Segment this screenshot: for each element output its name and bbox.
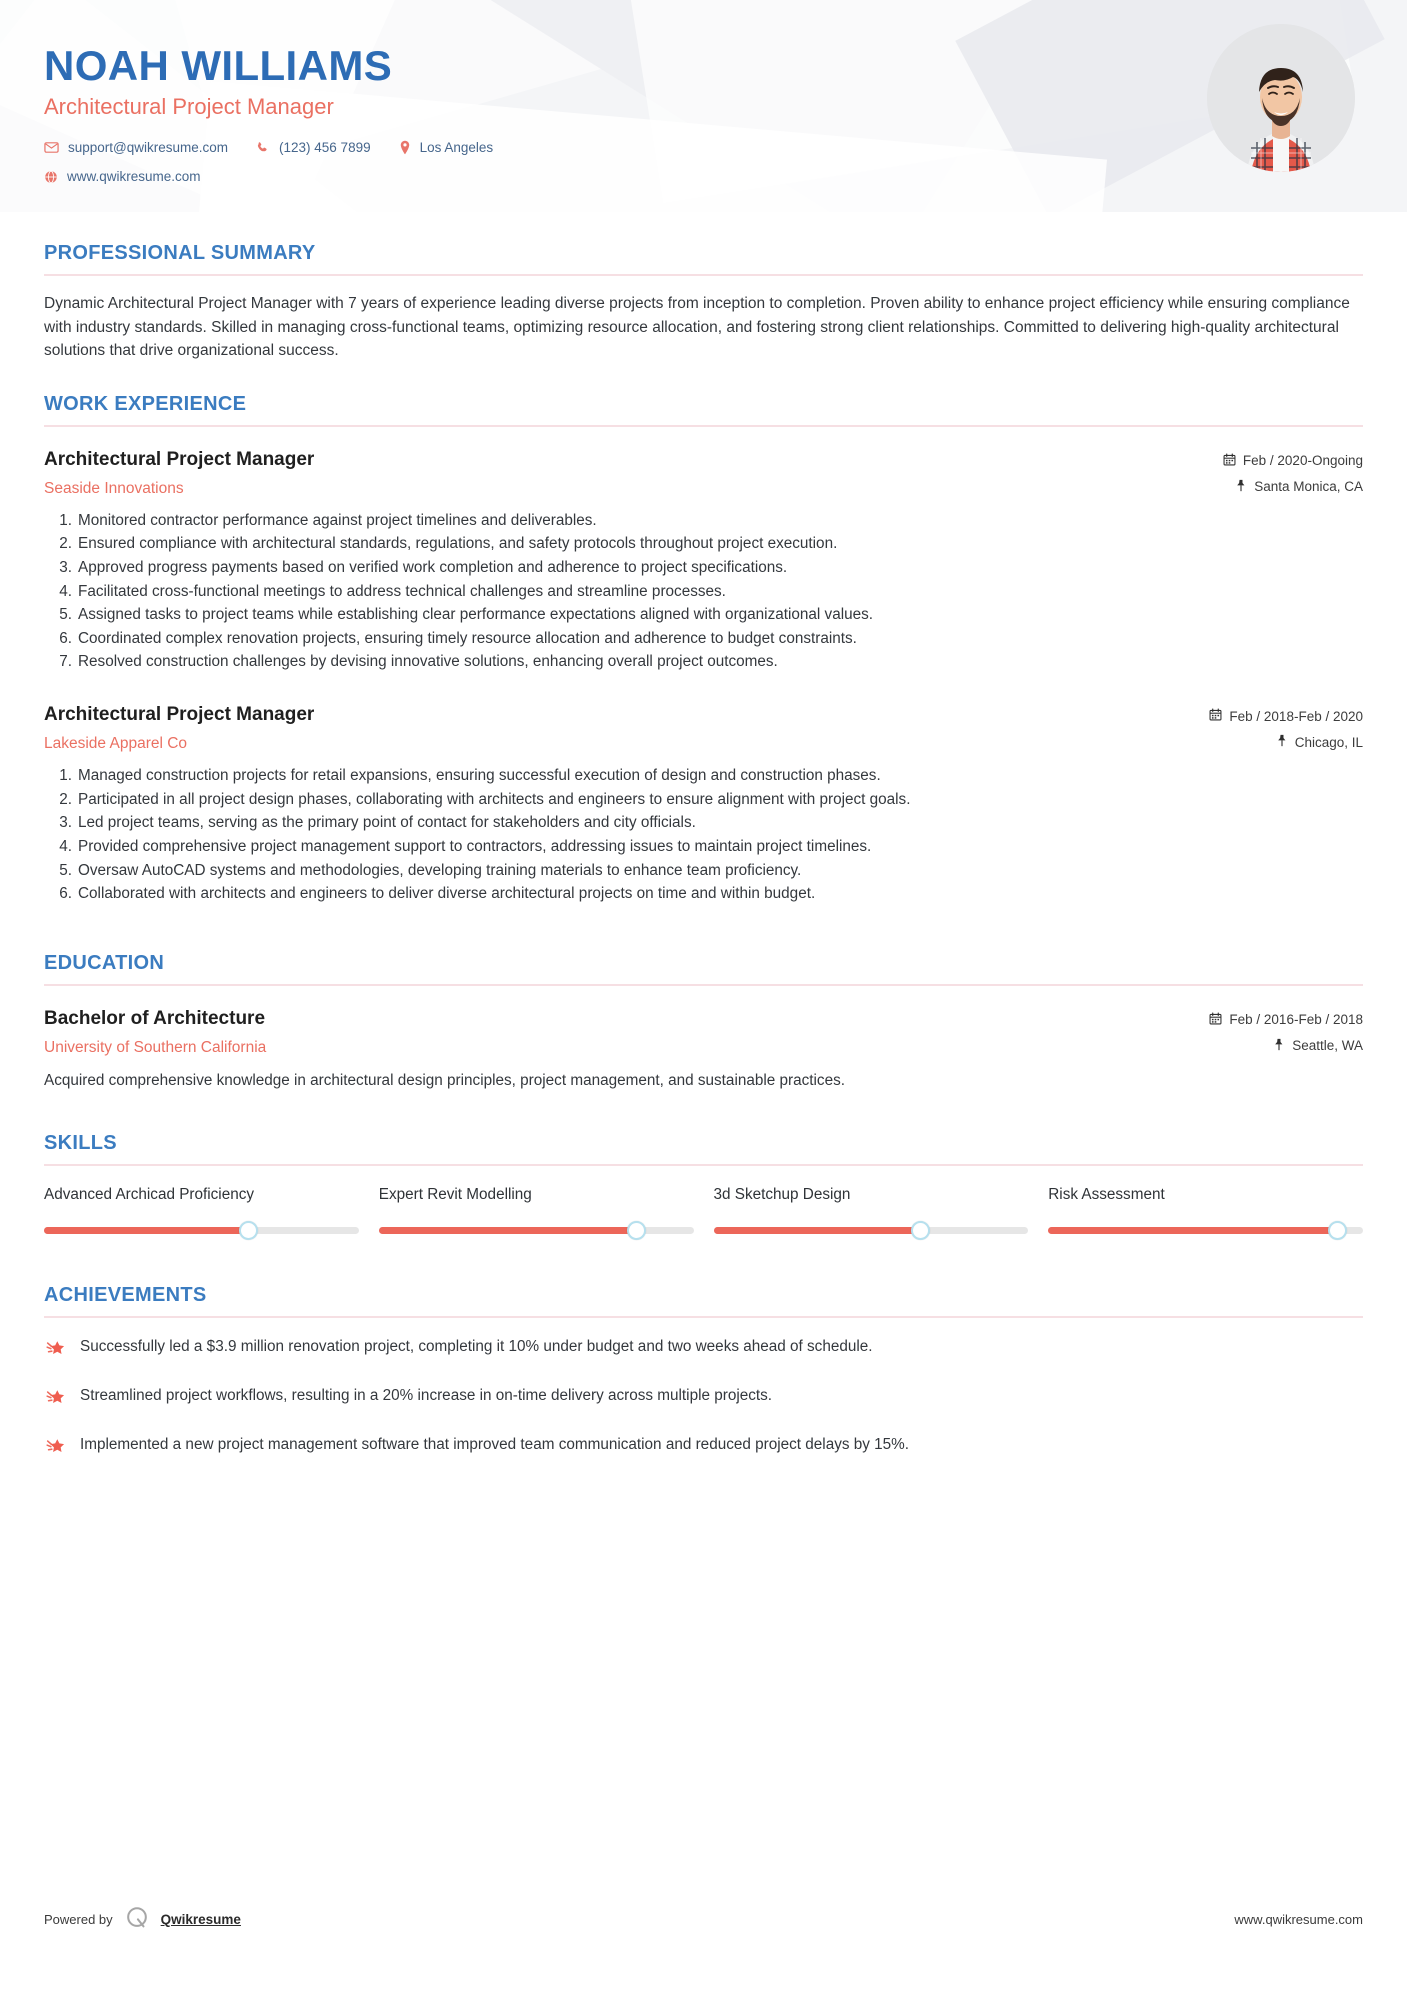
skill-label: 3d Sketchup Design xyxy=(713,1186,851,1204)
skill-slider[interactable] xyxy=(714,1220,1029,1240)
education-location-text: Seattle, WA xyxy=(1292,1038,1363,1054)
work-job-title: Architectural Project Manager xyxy=(44,704,315,726)
work-job-title: Architectural Project Manager xyxy=(44,448,315,470)
bullet-item: Approved progress payments based on verified work completion and adherence to project specifications. xyxy=(78,558,788,576)
star-ribbon-icon xyxy=(44,1336,66,1365)
skill-item xyxy=(1048,1184,1363,1240)
work-company: Seaside Innovations xyxy=(44,479,184,497)
bullet-item: Oversaw AutoCAD systems and methodologies, developing training materials to enhance team proficiency. xyxy=(78,861,802,879)
skill-label: Advanced Archicad Proficiency xyxy=(44,1186,255,1204)
section-divider xyxy=(44,984,1363,986)
education-date-text: Feb / 2016-Feb / 2018 xyxy=(1229,1012,1363,1028)
work-date-text: Feb / 2018-Feb / 2020 xyxy=(1229,708,1363,724)
section-title-skills: SKILLS xyxy=(44,1132,117,1155)
work-location xyxy=(1163,734,1363,750)
skill-item xyxy=(379,1184,694,1240)
achievement-text: Implemented a new project management software that improved team communication and reduced project delays by 15%. xyxy=(80,1436,910,1454)
education-degree: Bachelor of Architecture xyxy=(44,1007,266,1029)
bullet-item: Participated in all project design phases, collaborating with architects and engineers to ensure alignment with project goals. xyxy=(78,790,911,808)
achievements-list xyxy=(44,1336,1363,1463)
achievement-text: Successfully led a $3.9 million renovation project, completing it 10% under budget and two weeks ahead of schedule. xyxy=(80,1338,873,1356)
education-date xyxy=(1163,1012,1363,1028)
contact-phone-text: (123) 456 7899 xyxy=(279,140,371,156)
contact-row-secondary xyxy=(44,169,1407,184)
star-ribbon-icon xyxy=(44,1385,66,1414)
education-description: Acquired comprehensive knowledge in architectural design principles, project management, and sustainable practices. xyxy=(44,1071,845,1089)
skill-knob[interactable] xyxy=(239,1221,258,1240)
bullet-item: Resolved construction challenges by devising innovative solutions, enhancing overall project outcomes. xyxy=(78,653,778,671)
skill-item xyxy=(44,1184,359,1240)
section-divider xyxy=(44,1164,1363,1166)
section-professional-summary xyxy=(44,242,1363,363)
bullet-item: Facilitated cross-functional meetings to address technical challenges and streamline processes. xyxy=(78,582,726,600)
skills-grid xyxy=(44,1184,1363,1240)
contact-phone[interactable] xyxy=(256,140,371,155)
skill-fill xyxy=(714,1227,922,1234)
skill-fill xyxy=(44,1227,249,1234)
contact-website-text: www.qwikresume.com xyxy=(67,169,201,185)
skill-knob[interactable] xyxy=(911,1221,930,1240)
work-entry xyxy=(44,704,1363,906)
contact-row-primary xyxy=(44,140,1407,155)
map-pin-icon xyxy=(1235,479,1247,495)
skill-slider[interactable] xyxy=(44,1220,359,1240)
achievement-text: Streamlined project workflows, resulting in a 20% increase in on-time delivery across multiple projects. xyxy=(80,1387,773,1405)
bullet-item: Assigned tasks to project teams while establishing clear performance expectations aligned with organizational values. xyxy=(78,606,874,624)
work-bullets xyxy=(44,765,1363,906)
page-footer xyxy=(0,1905,1407,1934)
resume-header xyxy=(0,0,1407,212)
qwikresume-brand-link[interactable]: Qwikresume xyxy=(160,1912,241,1927)
achievement-item xyxy=(44,1434,1363,1463)
section-divider xyxy=(44,425,1363,427)
star-ribbon-icon xyxy=(44,1434,66,1463)
section-divider xyxy=(44,1316,1363,1318)
summary-text: Dynamic Architectural Project Manager with 7 years of experience leading diverse projects from inception to completion. Proven ability to enhance project efficiency while ensuring compliance with industry standards. Skilled in managing cross-functional teams, optimizing resource allocation, and fostering strong client relationships. Committed to delivering high-quality architectural solutions that drive organizational success. xyxy=(44,295,1350,360)
section-title-work: WORK EXPERIENCE xyxy=(44,392,247,415)
bullet-item: Ensured compliance with architectural standards, regulations, and safety protocols throughout project execution. xyxy=(78,535,838,553)
work-bullets xyxy=(44,510,1363,674)
work-location-text: Santa Monica, CA xyxy=(1254,479,1363,495)
location-pin-icon xyxy=(399,140,411,155)
skill-fill xyxy=(1048,1227,1338,1234)
section-achievements xyxy=(44,1284,1363,1463)
work-location-text: Chicago, IL xyxy=(1294,734,1363,750)
contact-location-text: Los Angeles xyxy=(419,140,494,156)
section-divider xyxy=(44,274,1363,276)
calendar-icon xyxy=(1223,453,1236,469)
phone-icon xyxy=(256,141,270,155)
bullet-item: Monitored contractor performance against project timelines and deliverables. xyxy=(78,511,597,529)
work-company: Lakeside Apparel Co xyxy=(44,735,188,753)
work-date-text: Feb / 2020-Ongoing xyxy=(1242,453,1363,469)
calendar-icon xyxy=(1209,1012,1222,1028)
powered-by-block xyxy=(44,1905,241,1934)
skill-slider[interactable] xyxy=(1048,1220,1363,1240)
skill-label: Expert Revit Modelling xyxy=(378,1186,532,1204)
skill-slider[interactable] xyxy=(379,1220,694,1240)
powered-by-label: Powered by xyxy=(44,1912,113,1927)
education-entry xyxy=(44,1008,1363,1093)
skill-item xyxy=(714,1184,1029,1240)
email-icon xyxy=(44,140,59,155)
calendar-icon xyxy=(1209,708,1222,724)
section-title-education: EDUCATION xyxy=(44,951,165,974)
section-title-summary: PROFESSIONAL SUMMARY xyxy=(44,242,316,264)
bullet-item: Collaborated with architects and engineers to deliver diverse architectural projects on time and within budget. xyxy=(78,885,816,903)
achievement-item xyxy=(44,1385,1363,1414)
page-title: NOAH WILLIAMS xyxy=(44,42,393,89)
contact-location xyxy=(399,140,494,155)
section-work-experience xyxy=(44,393,1363,906)
contact-email[interactable] xyxy=(44,140,228,155)
skill-knob[interactable] xyxy=(1328,1221,1347,1240)
work-entry xyxy=(44,449,1363,674)
skill-label: Risk Assessment xyxy=(1048,1186,1165,1204)
bullet-item: Led project teams, serving as the primary point of contact for stakeholders and city officials. xyxy=(78,814,696,832)
section-skills xyxy=(44,1132,1363,1240)
contact-email-text: support@qwikresume.com xyxy=(68,140,229,156)
footer-website-url: www.qwikresume.com xyxy=(1234,1912,1363,1927)
education-school: University of Southern California xyxy=(44,1038,267,1056)
bullet-item: Coordinated complex renovation projects, ensuring timely resource allocation and adherence to budget constraints. xyxy=(78,629,857,647)
bullet-item: Provided comprehensive project management support to contractors, addressing issues to maintain project timelines. xyxy=(78,837,872,855)
work-date xyxy=(1163,708,1363,724)
contact-website[interactable] xyxy=(44,169,201,184)
qwikresume-q-logo xyxy=(124,1905,150,1934)
section-education xyxy=(44,952,1363,1093)
map-pin-icon xyxy=(1276,734,1288,750)
skill-fill xyxy=(379,1227,637,1234)
skill-knob[interactable] xyxy=(627,1221,646,1240)
work-location xyxy=(1163,479,1363,495)
avatar xyxy=(1207,24,1355,172)
bullet-item: Managed construction projects for retail expansions, ensuring successful execution of design and construction phases. xyxy=(78,767,881,785)
education-location xyxy=(1163,1038,1363,1054)
profile-photo xyxy=(1207,24,1355,172)
job-role-subtitle: Architectural Project Manager xyxy=(44,94,334,120)
work-date xyxy=(1163,453,1363,469)
achievement-item xyxy=(44,1336,1363,1365)
globe-icon xyxy=(44,170,58,184)
map-pin-icon xyxy=(1273,1038,1285,1054)
section-title-achievements: ACHIEVEMENTS xyxy=(44,1284,207,1307)
